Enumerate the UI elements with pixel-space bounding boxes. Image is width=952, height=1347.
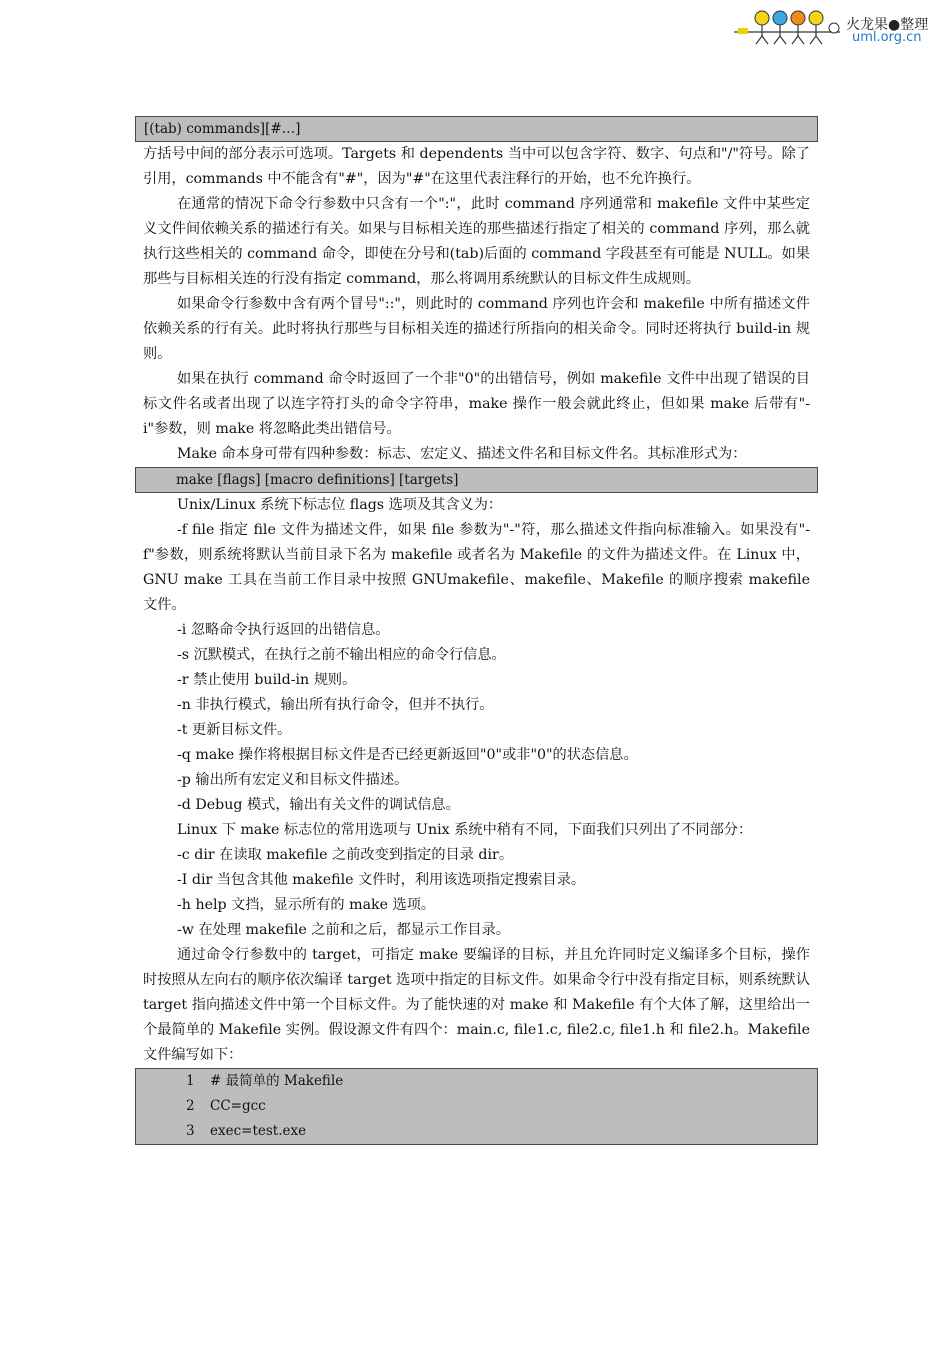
paragraph: 在通常的情况下命令行参数中只含有一个":"，此时 command 序列通常和 makefile 文件中某些定义文件间依赖关系的描述行有关。如果与目标相关连的那些描述行指定了相关的 command 序列，那么就执行这些相关的 command 命令，即使在分号和(tab)后面的 command 字段甚至有可能是 NULL。如果那些与目标相关连的行没有指定 command，那么将调用系统默认的目标文件生成规则。 — [143, 196, 810, 287]
flag-item: -d Debug 模式，输出有关文件的调试信息。 — [177, 797, 460, 813]
flag-item: -w 在处理 makefile 之前和之后，都显示工作目录。 — [177, 922, 510, 938]
flag-item: -n 非执行模式，输出所有执行命令，但并不执行。 — [177, 697, 494, 713]
code-text: CC=gcc — [210, 1098, 266, 1114]
logo-name: 火龙果●整理 — [846, 17, 929, 33]
flag-item: -h help 文挡，显示所有的 make 选项。 — [177, 897, 436, 913]
paragraph: -f file 指定 file 文件为描述文件，如果 file 参数为"-"符，那么描述文件指向标准输入。如果没有"-f"参数，则系统将默认当前目录下名为 makefile 或者名为 Makefile 的文件为描述文件。在 Linux 中，GNU make 工具在当前工作目录中按照 GNUmakefile、makefile、Makefile 的顺序搜索 makefile 文件。 — [143, 522, 810, 613]
paragraph: 方括号中间的部分表示可选项。Targets 和 dependents 当中可以包含字符、数字、句点和"/"符号。除了引用，commands 中不能含有"#"，因为"#"在这里代表注释行的开始，也不允许换行。 — [143, 146, 810, 187]
paragraph: Unix/Linux 系统下标志位 flags 选项及其含义为： — [177, 497, 503, 513]
flag-item: -c dir 在读取 makefile 之前改变到指定的目录 dir。 — [177, 847, 514, 863]
code-line — [186, 1069, 817, 1094]
paragraph: 如果命令行参数中含有两个冒号"::"，则此时的 command 序列也许会和 makefile 中所有描述文件依赖关系的行有关。此时将执行那些与目标相关连的描述行所指向的相关命令。同时还将执行 build-in 规则。 — [143, 296, 810, 362]
header-logo — [732, 6, 947, 52]
code-box — [135, 1068, 818, 1145]
flag-item: -t 更新目标文件。 — [177, 722, 292, 738]
flag-item: -i 忽略命令执行返回的出错信息。 — [177, 622, 390, 638]
flag-item: -s 沉默模式，在执行之前不输出相应的命令行信息。 — [177, 647, 506, 663]
flag-item: -r 禁止使用 build-in 规则。 — [177, 672, 357, 688]
line-number: 2 — [186, 1098, 195, 1114]
syntax-box: [(tab) commands][#…] — [135, 116, 818, 142]
flag-item: Linux 下 make 标志位的常用选项与 Unix 系统中稍有不同，下面我们只列出了不同部分： — [177, 822, 753, 838]
text-block-2 — [135, 493, 818, 1068]
flag-item: -p 输出所有宏定义和目标文件描述。 — [177, 772, 409, 788]
paragraph: 通过命令行参数中的 target，可指定 make 要编译的目标，并且允许同时定义编译多个目标，操作时按照从左向右的顺序依次编译 target 选项中指定的目标文件。如果命令行中没有指定目标，则系统默认 target 指向描述文件中第一个目标文件。为了能快速的对 make 和 Makefile 有个大体了解，这里给出一个最简单的 Makefile 实例。假设源文件有四个：main.c, file1.c, file2.c, file1.h 和 file2.h。Makefile 文件编写如下： — [143, 947, 810, 1063]
code-line — [186, 1094, 817, 1119]
line-number: 3 — [186, 1123, 195, 1139]
logo-site: uml.org.cn — [852, 30, 922, 45]
command-box: make [flags] [macro definitions] [targets] — [135, 467, 818, 493]
code-text: # 最简单的 Makefile — [210, 1073, 344, 1089]
line-number: 1 — [186, 1073, 195, 1089]
document-body — [135, 116, 818, 1145]
flag-item: -I dir 当包含其他 makefile 文件时，利用该选项指定搜索目录。 — [177, 872, 586, 888]
people-logo-icon — [732, 6, 852, 52]
text-block-1 — [135, 142, 818, 467]
code-text: exec=test.exe — [210, 1123, 307, 1139]
paragraph: 如果在执行 command 命令时返回了一个非"0"的出错信号，例如 makefile 文件中出现了错误的目标文件名或者出现了以连字符打头的命令字符串，make 操作一般会就此终止，但如果 make 后带有"-i"参数，则 make 将忽略此类出错信号。 — [143, 371, 810, 437]
code-line — [186, 1119, 817, 1144]
flag-item: -q make 操作将根据目标文件是否已经更新返回"0"或非"0"的状态信息。 — [177, 747, 638, 763]
paragraph: Make 命本身可带有四种参数：标志、宏定义、描述文件名和目标文件名。其标准形式为： — [177, 446, 747, 462]
